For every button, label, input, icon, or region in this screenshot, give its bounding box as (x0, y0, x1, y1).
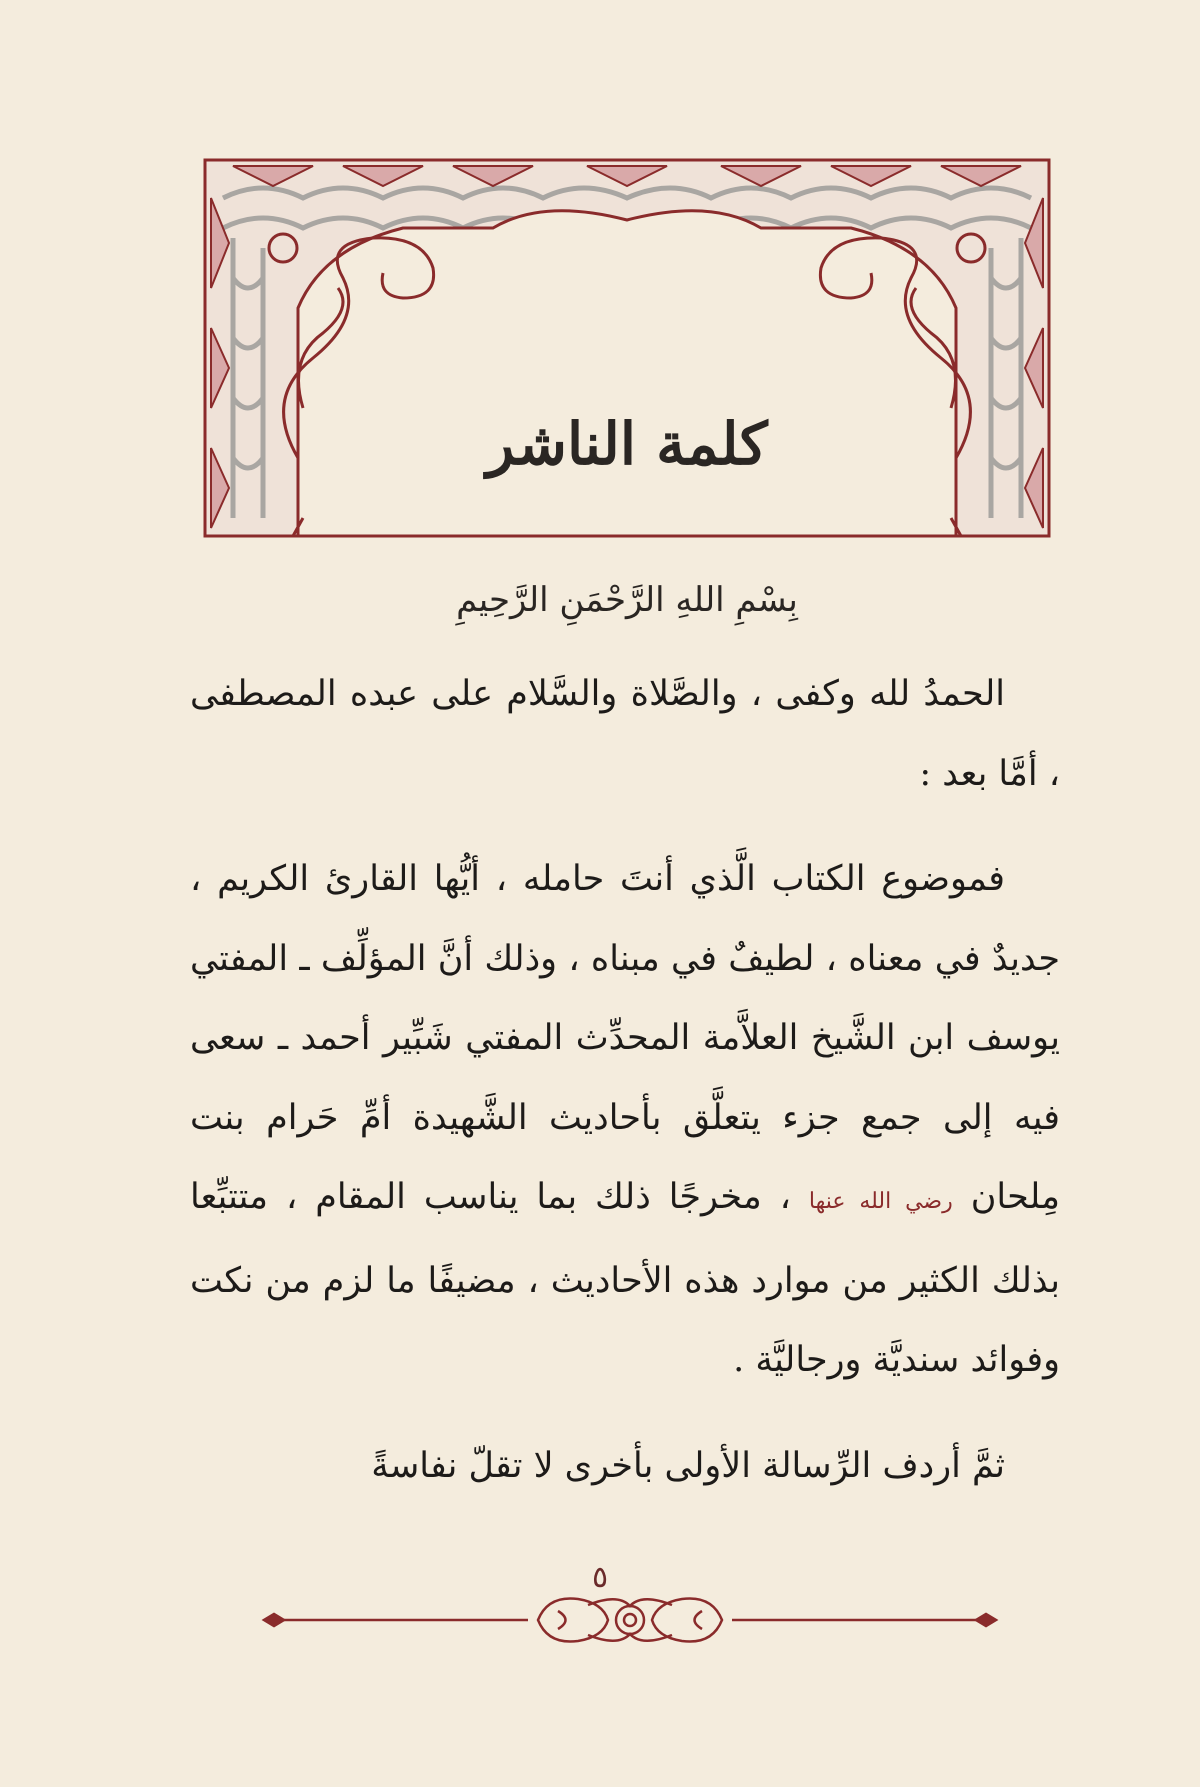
honorific-glyph: رضي الله عنها (808, 1189, 953, 1214)
title-ornament-frame (203, 158, 1051, 538)
paragraph-subject-text-after: ، مخرجًا ذلك بما يناسب المقام ، متتبِّعا بذلك الكثير من موارد هذه الأحاديث ، مضيفًا ما لزم من نكت وفوائد سنديَّة ورجاليَّة . (190, 1177, 1060, 1380)
page-number: ٥ (591, 1560, 609, 1595)
paragraph-subject-text: فموضوع الكتاب الَّذي أنتَ حامله ، أيُّها القارئ الكريم ، جديدٌ في معناه ، لطيفٌ في مبناه ، وذلك أنَّ المؤلِّف ـ المفتي يوسف ابن الشَّيخ العلاَّمة المحدِّث المفتي شَبِّير أحمد ـ سعى فيه إلى جمع جزء يتعلَّق بأحاديث الشَّهيدة أمِّ حَرام بنت مِلحان (190, 859, 1060, 1217)
footer-ornament (258, 1585, 1002, 1655)
body-text (190, 655, 1060, 1506)
paragraph-continuation: ثمَّ أردف الرِّسالة الأولى بأخرى لا تقلّ نفاسةً (371, 1445, 1005, 1486)
basmala: بِسْمِ اللهِ الرَّحْمَنِ الرَّحِيمِ (456, 580, 798, 620)
paragraph-intro: الحمدُ لله وكفى ، والصَّلاة والسَّلام على عبده المصطفى ، أمَّا بعد : (190, 674, 1060, 794)
page-title: كلمة الناشر (486, 410, 768, 478)
paragraph-subject (190, 840, 1060, 1401)
